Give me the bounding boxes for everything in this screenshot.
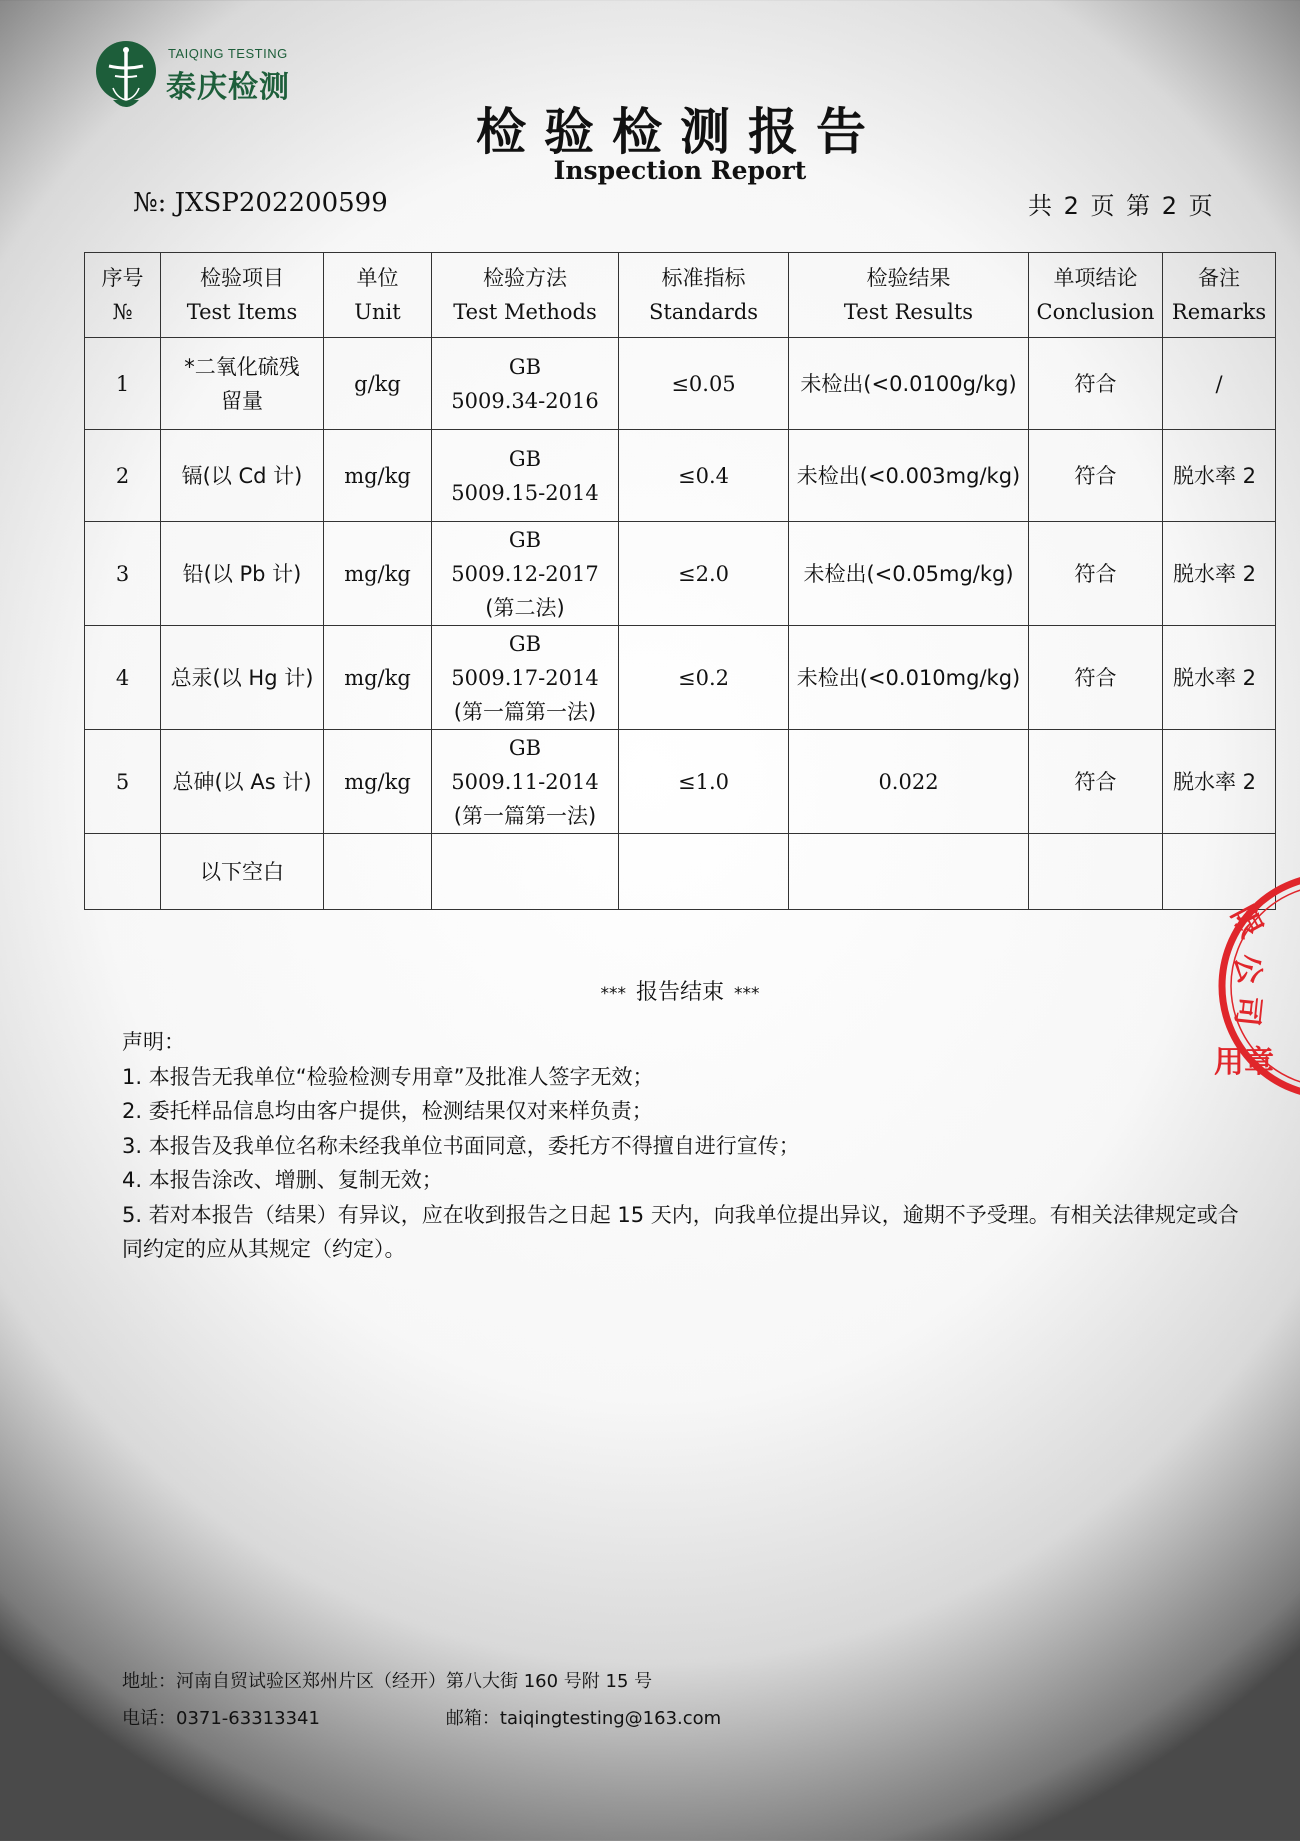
table-row [85,430,1276,522]
table-row [85,626,1276,730]
cell-empty [1029,834,1163,910]
svg-text:用章: 用章 [1214,1045,1274,1080]
svg-text:司: 司 [1228,994,1267,1028]
cell-no: 1 [85,338,161,430]
statement-item: 1. 本报告无我单位“检验检测专用章”及批准人签字无效； [122,1064,654,1089]
cell-method [432,522,619,626]
method-line: GB [508,354,542,379]
header-label-en: Conclusion [1036,300,1155,324]
header-test-results [789,253,1029,338]
cell-method [432,430,619,522]
method-line: 5009.11-2014 [451,769,599,794]
cell-empty [85,834,161,910]
end-stars: *** [734,984,760,1004]
statement-item: 3. 本报告及我单位名称未经我单位书面同意，委托方不得擅自进行宣传； [122,1133,800,1158]
cell-remark: 脱水率 2 [1163,430,1276,522]
header-label-cn: 序号 [101,266,144,290]
header-label-en: Test Items [186,300,298,324]
method-line: (第一篇第一法) [453,803,597,828]
cell-test-item: 总砷(以 As 计) [161,730,324,834]
item-line: *二氧化硫残 [184,354,300,379]
footer-phone: 电话：0371-63313341 [122,1708,320,1729]
method-line: (第二法) [485,595,565,620]
report-number: №: JXSP202200599 [133,188,388,218]
item-line: 留量 [221,388,263,413]
header-standards [619,253,789,338]
cell-conclusion: 符合 [1029,522,1163,626]
contact-footer [122,1663,721,1737]
cell-result: 未检出(<0.0100g/kg) [789,338,1029,430]
table-header-row [85,253,1276,338]
cell-method [432,730,619,834]
statement-item: 5. 若对本报告（结果）有异议，应在收到报告之日起 15 天内，向我单位提出异议，逾期不予受理。有相关法律规定或合同约定的应从其规定（约定）。 [122,1202,1239,1261]
header-label-en: Test Results [843,300,974,324]
cell-empty [789,834,1029,910]
cell-test-item: 铅(以 Pb 计) [161,522,324,626]
cell-unit: mg/kg [324,522,432,626]
results-table [84,252,1276,910]
cell-result: 0.022 [789,730,1029,834]
cell-empty [619,834,789,910]
cell-conclusion: 符合 [1029,730,1163,834]
header-label-en: Standards [648,300,759,324]
method-line: GB [508,446,542,471]
cell-no: 5 [85,730,161,834]
cell-remark: 脱水率 2 [1163,730,1276,834]
statement-title: 声明： [122,1030,185,1054]
cell-standard: ≤0.05 [619,338,789,430]
cell-standard: ≤1.0 [619,730,789,834]
cell-no: 2 [85,430,161,522]
header-label-cn: 单项结论 [1053,266,1138,290]
cell-remark: 脱水率 2 [1163,626,1276,730]
blank-below-note: 以下空白 [161,834,324,910]
header-label-cn: 备注 [1198,266,1240,290]
cell-standard: ≤2.0 [619,522,789,626]
cell-remark: / [1163,338,1276,430]
statement-item: 2. 委托样品信息均由客户提供，检测结果仅对来样负责； [122,1099,653,1123]
cell-no: 3 [85,522,161,626]
official-seal-stamp [1210,868,1300,1104]
footer-contact-row [122,1700,721,1737]
cell-method [432,338,619,430]
header-label-en: № [112,300,133,324]
method-line: (第一篇第一法) [453,699,597,724]
cell-method [432,626,619,730]
header-label-cn: 检验项目 [200,266,284,290]
cell-result: 未检出(<0.05mg/kg) [789,522,1029,626]
footer-address: 地址：河南自贸试验区郑州片区（经开）第八大街 160 号附 15 号 [122,1671,653,1692]
svg-text:公: 公 [1227,950,1268,988]
header-test-items [161,253,324,338]
cell-conclusion: 符合 [1029,626,1163,730]
header-test-methods [432,253,619,338]
cell-standard: ≤0.2 [619,626,789,730]
end-text: 报告结束 [635,980,724,1005]
cell-unit: g/kg [324,338,432,430]
cell-standard: ≤0.4 [619,430,789,522]
cell-remark: 脱水率 2 [1163,522,1276,626]
table-row [85,730,1276,834]
cell-test-item [161,338,324,430]
end-stars: *** [600,984,626,1004]
cell-conclusion: 符合 [1029,338,1163,430]
table-row [85,338,1276,430]
cell-result: 未检出(<0.003mg/kg) [789,430,1029,522]
header-no [85,253,161,338]
logo-chinese-name: 泰庆检测 [166,70,290,105]
method-line: 5009.15-2014 [451,480,599,505]
cell-conclusion: 符合 [1029,430,1163,522]
header-label-cn: 检验方法 [483,266,567,290]
method-line: GB [508,735,542,760]
cell-unit: mg/kg [324,626,432,730]
method-line: 5009.17-2014 [451,665,599,690]
header-label-cn: 单位 [356,266,399,290]
table-row-blank [85,834,1276,910]
logo-english-name: TAIQING TESTING [168,46,288,61]
header-label-en: Unit [354,300,401,324]
header-label-en: Remarks [1171,300,1267,324]
method-line: 5009.34-2016 [451,388,599,413]
method-line: 5009.12-2017 [451,561,599,586]
report-title-english: Inspection Report [553,156,807,185]
footer-email: 邮箱：taiqingtesting@163.com [445,1708,722,1729]
method-line: GB [508,527,542,552]
cell-no: 4 [85,626,161,730]
cell-test-item: 镉(以 Cd 计) [161,430,324,522]
header-label-en: Test Methods [453,300,597,324]
cell-empty [324,834,432,910]
cell-test-item: 总汞(以 Hg 计) [161,626,324,730]
cell-result: 未检出(<0.010mg/kg) [789,626,1029,730]
cell-unit: mg/kg [324,730,432,834]
header-label-cn: 标准指标 [661,266,746,290]
report-title-chinese: 检验检测报告 [476,103,884,161]
statement-item: 4. 本报告涂改、增删、复制无效； [122,1168,443,1192]
table-row [85,522,1276,626]
cell-unit: mg/kg [324,430,432,522]
cell-empty [432,834,619,910]
svg-text:限: 限 [1223,900,1269,944]
method-line: GB [508,631,542,656]
report-end-marker [0,975,1300,1006]
header-label-cn: 检验结果 [866,266,951,290]
page-count: 共 2 页 第 2 页 [1028,192,1213,220]
statement-section [122,1025,1242,1267]
header-conclusion [1029,253,1163,338]
header-unit [324,253,432,338]
header-remarks [1163,253,1276,338]
